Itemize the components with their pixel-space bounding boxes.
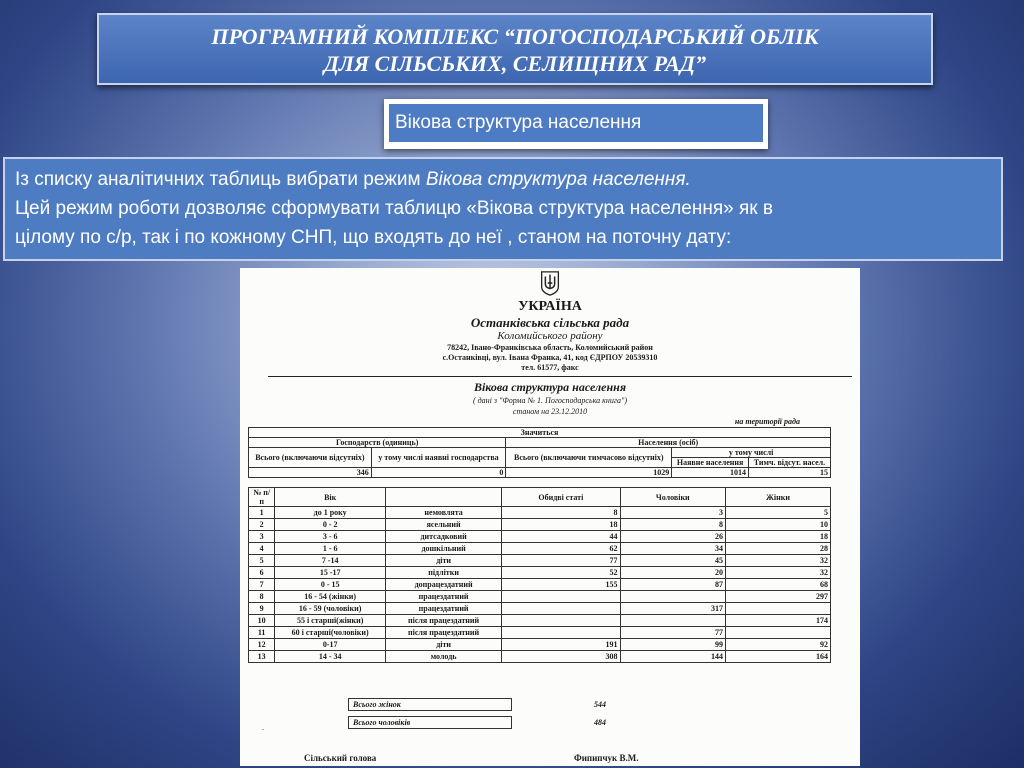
table-cell: [502, 603, 620, 615]
table-cell: 16 - 54 (жінки): [275, 591, 386, 603]
document-council: Останківська сільська рада: [470, 315, 630, 330]
table-cell: працездатний: [386, 591, 502, 603]
table-cell: 8: [502, 507, 620, 519]
slide-title-line2: ДЛЯ СІЛЬСЬКИХ, СЕЛИЩНИХ РАД”: [323, 51, 707, 76]
table-cell: 164: [726, 651, 831, 663]
summary-households-label: Господарств (одиниць): [249, 438, 506, 448]
slide-title-line1: ПРОГРАМНИЙ КОМПЛЕКС “ПОГОСПОДАРСЬКИЙ ОБЛІК: [211, 24, 819, 49]
table-cell: [620, 615, 725, 627]
description-line-2: Цей режим роботи дозволяє сформувати таблицю «Вікова структура населення» як в: [15, 198, 773, 219]
table-cell: 52: [502, 567, 620, 579]
table-cell: 77: [502, 555, 620, 567]
table-cell: 10: [249, 615, 275, 627]
table-cell: 32: [726, 555, 831, 567]
table-cell: 191: [502, 639, 620, 651]
table-cell: [502, 591, 620, 603]
age-table-header-cell: Обидві статі: [502, 488, 620, 507]
table-cell: 15 -17: [275, 567, 386, 579]
table-cell: [726, 627, 831, 639]
summary-col-all-pop: Всього (включаючи тимчасово відсутніх): [506, 448, 672, 468]
table-row: [249, 651, 831, 663]
total-men-label: Всього чоловіків: [348, 716, 512, 729]
summary-col-present: Наявне населення: [672, 458, 749, 468]
summary-value-all-households: 346: [249, 468, 372, 478]
table-cell: 87: [620, 579, 725, 591]
table-row: [249, 627, 831, 639]
total-men-row: [348, 716, 606, 729]
document-country: УКРАЇНА: [518, 299, 582, 314]
total-women-label: Всього жінок: [348, 698, 512, 711]
totals-block: [348, 698, 606, 734]
description-line-1-emphasis: Вікова структура населення.: [425, 169, 691, 190]
table-cell: 7 -14: [275, 555, 386, 567]
document-header: [240, 270, 860, 373]
table-cell: ясельний: [386, 519, 502, 531]
table-row: [249, 519, 831, 531]
age-structure-table: [248, 487, 831, 663]
table-cell: 3: [620, 507, 725, 519]
table-cell: 62: [502, 543, 620, 555]
table-cell: 5: [726, 507, 831, 519]
table-cell: 18: [726, 531, 831, 543]
table-row: [249, 543, 831, 555]
document-address-1: 78242, Івано-Франківська область, Коломийський район: [447, 343, 653, 352]
total-men-value: 484: [594, 718, 606, 727]
age-table-header-cell: Вік: [275, 488, 386, 507]
summary-value-my-households: 0: [371, 468, 506, 478]
age-table-header-cell: № п/п: [249, 488, 275, 507]
total-women-value: 544: [594, 700, 606, 709]
table-cell: 20: [620, 567, 725, 579]
table-cell: немовлята: [386, 507, 502, 519]
document-phone: тел. 61577, факс: [521, 363, 579, 372]
signatory-name: Фипипчук В.М.: [574, 753, 639, 763]
table-cell: [726, 603, 831, 615]
summary-value-all-pop: 1029: [506, 468, 672, 478]
summary-col-incl: у тому числі: [672, 448, 831, 458]
table-cell: молодь: [386, 651, 502, 663]
age-table-header-row: [249, 488, 831, 507]
table-cell: 11: [249, 627, 275, 639]
table-cell: діти: [386, 639, 502, 651]
description-line-3: цілому по с/р, так і по кожному СНП, що входять до неї , станом на поточну дату:: [15, 227, 732, 248]
table-cell: 0 - 15: [275, 579, 386, 591]
report-source: ( дані з "Форма № 1. Погосподарська книга"): [472, 396, 628, 405]
table-cell: 34: [620, 543, 725, 555]
table-cell: 174: [726, 615, 831, 627]
table-cell: 308: [502, 651, 620, 663]
age-table-header-cell: Чоловіки: [620, 488, 725, 507]
summary-table: [248, 427, 831, 478]
table-cell: після працездатний: [386, 627, 502, 639]
report-territory: на території рада: [734, 417, 800, 426]
table-cell: 7: [249, 579, 275, 591]
table-cell: 2: [249, 519, 275, 531]
table-row: [249, 615, 831, 627]
summary-header: Значиться: [249, 428, 831, 438]
table-cell: 8: [620, 519, 725, 531]
subtitle-box: [384, 99, 768, 149]
table-cell: 92: [726, 639, 831, 651]
table-cell: 26: [620, 531, 725, 543]
summary-col-my-households: у тому числі наявні господарства: [371, 448, 506, 468]
table-cell: після працездатний: [386, 615, 502, 627]
table-cell: 8: [249, 591, 275, 603]
description-box: [3, 157, 1003, 261]
document-address-2: с.Останківці, вул. Івана Франка, 41, код ЄДРПОУ 20539310: [442, 353, 658, 362]
table-cell: працездатний: [386, 603, 502, 615]
table-cell: 4: [249, 543, 275, 555]
table-cell: [620, 591, 725, 603]
table-cell: [502, 615, 620, 627]
table-cell: 297: [726, 591, 831, 603]
signatory-label: Сільський голова: [304, 753, 377, 763]
age-table-header-cell: Жінки: [726, 488, 831, 507]
table-row: [249, 639, 831, 651]
table-row: [249, 591, 831, 603]
report-document-image: [240, 268, 860, 766]
table-cell: 32: [726, 567, 831, 579]
trident-emblem-icon: [538, 270, 562, 296]
age-table-header-cell: [386, 488, 502, 507]
signature-line: [304, 753, 724, 763]
description-line-1: [15, 165, 991, 194]
slide-title: [97, 13, 933, 85]
table-cell: 0 - 2: [275, 519, 386, 531]
total-women-row: [348, 698, 606, 711]
table-cell: 12: [249, 639, 275, 651]
report-title: Вікова структура населення: [473, 380, 627, 394]
table-cell: 9: [249, 603, 275, 615]
table-cell: дошкільний: [386, 543, 502, 555]
description-line-1-text: Із списку аналітичних таблиць вибрати режим: [15, 169, 426, 190]
table-cell: 144: [620, 651, 725, 663]
table-cell: 3 - 6: [275, 531, 386, 543]
table-cell: 317: [620, 603, 725, 615]
table-cell: 99: [620, 639, 725, 651]
report-date: станом на 23.12.2010: [512, 407, 588, 416]
table-cell: 0-17: [275, 639, 386, 651]
table-cell: 16 - 59 (чоловіки): [275, 603, 386, 615]
table-row: [249, 579, 831, 591]
summary-population-label: Населення (осіб): [506, 438, 831, 448]
summary-value-present: 1014: [672, 468, 749, 478]
table-cell: 68: [726, 579, 831, 591]
table-cell: 77: [620, 627, 725, 639]
table-row: [249, 507, 831, 519]
document-district: Коломийського району: [497, 330, 603, 342]
table-row: [249, 567, 831, 579]
table-cell: [502, 627, 620, 639]
table-row: [249, 531, 831, 543]
age-structure-body: [249, 488, 831, 663]
table-cell: 44: [502, 531, 620, 543]
table-cell: 18: [502, 519, 620, 531]
summary-col-temp-absent: Тимч. відсут. насел.: [748, 458, 830, 468]
table-cell: 155: [502, 579, 620, 591]
table-cell: 10: [726, 519, 831, 531]
subtitle-text: Вікова структура населення: [389, 104, 763, 142]
table-cell: допрацездатний: [386, 579, 502, 591]
document-mark: .: [262, 723, 264, 732]
table-cell: діти: [386, 555, 502, 567]
document-divider: [268, 376, 852, 377]
table-row: [249, 603, 831, 615]
table-cell: підлітки: [386, 567, 502, 579]
table-cell: 1 - 6: [275, 543, 386, 555]
table-cell: 28: [726, 543, 831, 555]
table-row: [249, 555, 831, 567]
table-cell: 1: [249, 507, 275, 519]
table-cell: 13: [249, 651, 275, 663]
summary-col-all-households: Всього (включаючи відсутніх): [249, 448, 372, 468]
table-cell: 5: [249, 555, 275, 567]
table-cell: 3: [249, 531, 275, 543]
table-cell: 60 і старші(чоловіки): [275, 627, 386, 639]
summary-value-temp-absent: 15: [748, 468, 830, 478]
table-cell: 14 - 34: [275, 651, 386, 663]
table-cell: 6: [249, 567, 275, 579]
table-cell: дитсадковий: [386, 531, 502, 543]
table-cell: до 1 року: [275, 507, 386, 519]
table-cell: 45: [620, 555, 725, 567]
table-cell: 55 і старші(жінки): [275, 615, 386, 627]
